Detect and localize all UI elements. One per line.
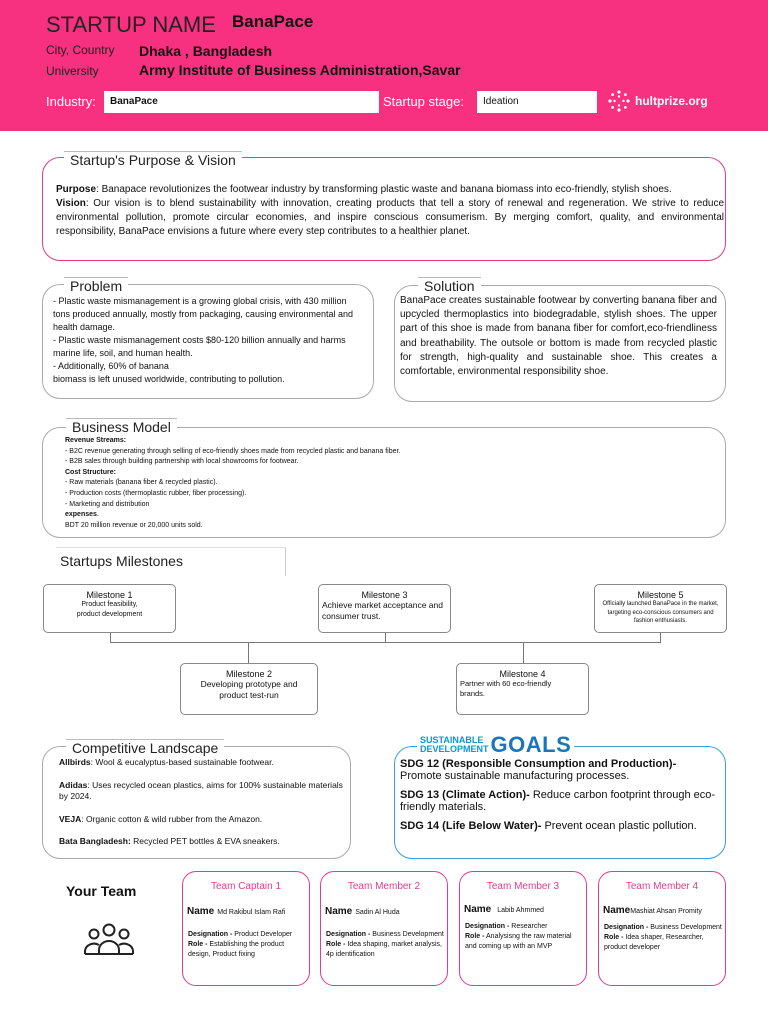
milestone-desc: Developing prototype and product test-run xyxy=(200,679,298,700)
sdg-item xyxy=(400,759,718,782)
competitor-name: Bata Bangladesh: xyxy=(59,836,131,846)
member-role: Establishing the product design, Product fixing xyxy=(188,940,285,958)
team-title: Your Team xyxy=(66,883,137,899)
team-card xyxy=(459,871,587,986)
team-role-title: Team Member 2 xyxy=(347,881,421,892)
sdg-item-title: SDG 14 (Life Below Water)- xyxy=(400,820,542,832)
purpose-label: Purpose xyxy=(56,184,97,195)
university-value: Army Institute of Business Administration,Savar xyxy=(139,62,461,78)
role-label: Role - xyxy=(326,940,346,948)
milestone-card xyxy=(594,584,727,633)
cost-label: Cost Structure: xyxy=(65,468,116,476)
problem-line: biomass is left unused worldwide, contributing to pollution. xyxy=(53,374,285,384)
team-role-title: Team Member 3 xyxy=(486,881,560,892)
solution-title: Solution xyxy=(418,277,481,294)
milestone-desc: Product feasibility, product development xyxy=(76,601,143,618)
name-label: Name xyxy=(187,906,215,917)
name-label: Name xyxy=(325,906,353,917)
milestone-desc: Partner with 60 eco-friendly brands. xyxy=(460,679,552,698)
purpose-title: Startup's Purpose & Vision xyxy=(64,151,242,168)
vision-body: : Our vision is to blend sustainability with innovation, creating products that tell a story of renewal and regeneration. We strive to reduce environmental pollution, promote circular economies, and inspire conscious consumerism. By merging comfort, quality, and environmental responsibility, BanaPace envisions a future where every step contributes to a healthier planet. xyxy=(56,198,724,237)
milestones-title: Startups Milestones xyxy=(60,553,183,569)
sdg-logo-line1: SUSTAINABLE xyxy=(420,735,484,745)
solution-text: BanaPace creates sustainable footwear by converting banana fiber and upcycled thermoplastics into biodegradable, stylish shoes. The upper part of this shoe is made from banana fiber for comfort,eco-friendliness and breathability. The outsole or bottom is made from recycled plastic for strength, high-quality and sustainable shoe. This creates a comfortable, environmental responsibility shoe. xyxy=(400,295,717,378)
team-card xyxy=(598,871,726,986)
competitor-item xyxy=(59,780,344,803)
team-name-row xyxy=(464,904,544,915)
team-details xyxy=(465,922,585,951)
role-label: Role - xyxy=(465,932,485,940)
member-designation: Business Development xyxy=(648,924,722,931)
milestone-title: Milestone 4 xyxy=(499,669,546,679)
team-name-row xyxy=(325,906,400,917)
sdg-item-text: Reduce carbon footprint through eco-friendly materials. xyxy=(400,789,716,813)
timeline-connector xyxy=(248,642,249,663)
hultprize-logo xyxy=(607,89,708,113)
team-role-title: Team Captain 1 xyxy=(210,881,282,892)
business-model-title: Business Model xyxy=(66,418,177,435)
name-label: Name xyxy=(603,905,631,916)
competitor-name: Allbirds xyxy=(59,757,91,767)
city-value: Dhaka , Bangladesh xyxy=(139,43,273,59)
timeline-connector xyxy=(385,633,386,643)
purpose-text xyxy=(56,183,724,239)
member-designation: Business Development xyxy=(370,931,444,938)
team-card xyxy=(320,871,448,986)
member-role: Idea shaper, Researcher, product developer xyxy=(604,933,704,951)
member-role: Idea shaping, market analysis, 4p identification xyxy=(326,940,442,958)
revenue-line: - B2B sales through building partnership with local showrooms for footwear. xyxy=(65,458,299,466)
member-name: Mashiat Ahsan Promity xyxy=(630,908,702,915)
team-name-row xyxy=(603,905,702,916)
business-model-text xyxy=(65,436,705,531)
member-name: Md Rakibul Islam Rafi xyxy=(217,909,286,916)
team-people-icon xyxy=(82,922,136,956)
vision-label: Vision xyxy=(56,198,86,209)
designation-label: Designation - xyxy=(604,924,649,931)
designation-label: Designation - xyxy=(188,931,233,938)
sdg-logo xyxy=(417,732,574,758)
forecast-line: BDT 20 million revenue or 20,000 units sold. xyxy=(65,521,203,529)
startup-stage-label: Startup stage: xyxy=(383,94,464,109)
team-role-title: Team Member 4 xyxy=(625,881,699,892)
designation-label: Designation - xyxy=(465,923,510,930)
competitor-desc: Recycled PET bottles & EVA sneakers. xyxy=(130,836,280,846)
name-label: Name xyxy=(464,904,492,915)
startup-name-label: STARTUP NAME xyxy=(46,12,216,37)
member-name: Labib Ahmmed xyxy=(497,907,544,914)
sdg-item-title: SDG 13 (Climate Action)- xyxy=(400,789,530,801)
industry-label: Industry: xyxy=(46,94,96,109)
expenses-label: expenses xyxy=(65,511,97,519)
competitor-name: Adidas xyxy=(59,779,88,790)
competitor-desc: : Uses recycled ocean plastics, aims for 100% sustainable materials by 2024. xyxy=(59,779,343,801)
expenses-dot: . xyxy=(96,511,99,519)
problem-title: Problem xyxy=(64,277,128,294)
hultprize-icon xyxy=(607,89,631,113)
cost-line: - Production costs (thermoplastic rubber, fiber processing). xyxy=(65,489,247,497)
sdg-item xyxy=(400,790,718,813)
problem-line: - Plastic waste mismanagement costs $80-120 billion annually and harms marine life, soil, and human health. xyxy=(53,335,346,358)
milestone-card xyxy=(318,584,451,633)
competitor-item xyxy=(59,814,344,826)
team-details xyxy=(188,930,308,959)
revenue-label: Revenue Streams: xyxy=(65,437,127,444)
milestone-title: Milestone 5 xyxy=(637,590,684,600)
purpose-body: : Banapace revolutionizes the footwear industry by transforming plastic waste and banana biomass into eco-friendly, stylish shoes. xyxy=(96,184,672,195)
competitor-item xyxy=(59,836,344,848)
sdg-logo-small xyxy=(420,736,489,754)
milestone-card xyxy=(456,663,589,715)
milestone-title: Milestone 3 xyxy=(361,590,408,600)
header-banner xyxy=(0,0,768,131)
team-card xyxy=(182,871,310,986)
sdg-item xyxy=(400,821,718,833)
timeline-connector xyxy=(523,642,524,663)
member-designation: Product Developer xyxy=(232,931,293,938)
problem-text xyxy=(53,295,361,386)
city-label: City, Country xyxy=(46,43,115,57)
role-label: Role - xyxy=(604,933,624,941)
industry-field[interactable]: BanaPace xyxy=(104,91,379,113)
competitor-name: VEJA xyxy=(59,813,82,824)
sdg-item-title: SDG 12 (Responsible Consumption and Production)- xyxy=(400,758,677,770)
member-designation: Researcher xyxy=(509,923,548,930)
startup-stage-field[interactable]: Ideation xyxy=(477,91,597,113)
designation-label: Designation - xyxy=(326,931,371,938)
timeline-connector xyxy=(660,633,661,643)
competitive-text xyxy=(59,757,344,859)
problem-line: - Plastic waste mismanagement is a growing global crisis, with 430 million tons produced annually, mostly from packaging, causing environmental and health damage. xyxy=(53,296,354,332)
milestone-card xyxy=(180,663,318,715)
milestone-title: Milestone 2 xyxy=(225,669,273,679)
competitor-item xyxy=(59,757,344,769)
university-label: University xyxy=(46,64,99,78)
milestone-desc: Officially launched BanaPace in the market, targeting eco-conscious consumers and fashion enthusiasts. xyxy=(602,601,719,624)
cost-line: - Marketing and distribution xyxy=(65,500,150,508)
sdg-item-text: Prevent ocean plastic pollution. xyxy=(541,820,697,832)
hultprize-text: hultprize.org xyxy=(635,94,708,108)
team-name-row xyxy=(187,906,285,917)
sdg-text xyxy=(400,759,718,841)
member-name: Sadin Al Huda xyxy=(355,909,400,916)
revenue-line: - B2C revenue generating through selling of eco-friendly shoes made from recycled plastic and banana fiber. xyxy=(65,447,401,455)
competitor-desc: : Organic cotton & wild rubber from the Amazon. xyxy=(81,813,263,824)
role-label: Role - xyxy=(188,940,208,948)
team-details xyxy=(604,923,724,952)
startup-name-value: BanaPace xyxy=(232,12,314,31)
sdg-logo-line2: DEVELOPMENT xyxy=(420,744,489,754)
problem-line: - Additionally, 60% of banana xyxy=(53,361,169,371)
sdg-item-text: Promote sustainable manufacturing processes. xyxy=(400,769,630,782)
sdg-logo-goals: GOALS xyxy=(490,732,572,757)
milestone-title: Milestone 1 xyxy=(86,590,133,600)
competitor-desc: : Wool & eucalyptus-based sustainable footwear. xyxy=(90,757,274,767)
cost-line: - Raw materials (banana fiber & recycled plastic). xyxy=(65,479,218,487)
team-details xyxy=(326,930,446,959)
timeline-connector xyxy=(110,633,111,643)
member-role: Analysisng the raw material and coming up with an MVP xyxy=(465,932,572,950)
milestone-desc: Achieve market acceptance and consumer trust. xyxy=(322,600,443,621)
milestone-card xyxy=(43,584,176,633)
competitive-title: Competitive Landscape xyxy=(66,739,224,756)
